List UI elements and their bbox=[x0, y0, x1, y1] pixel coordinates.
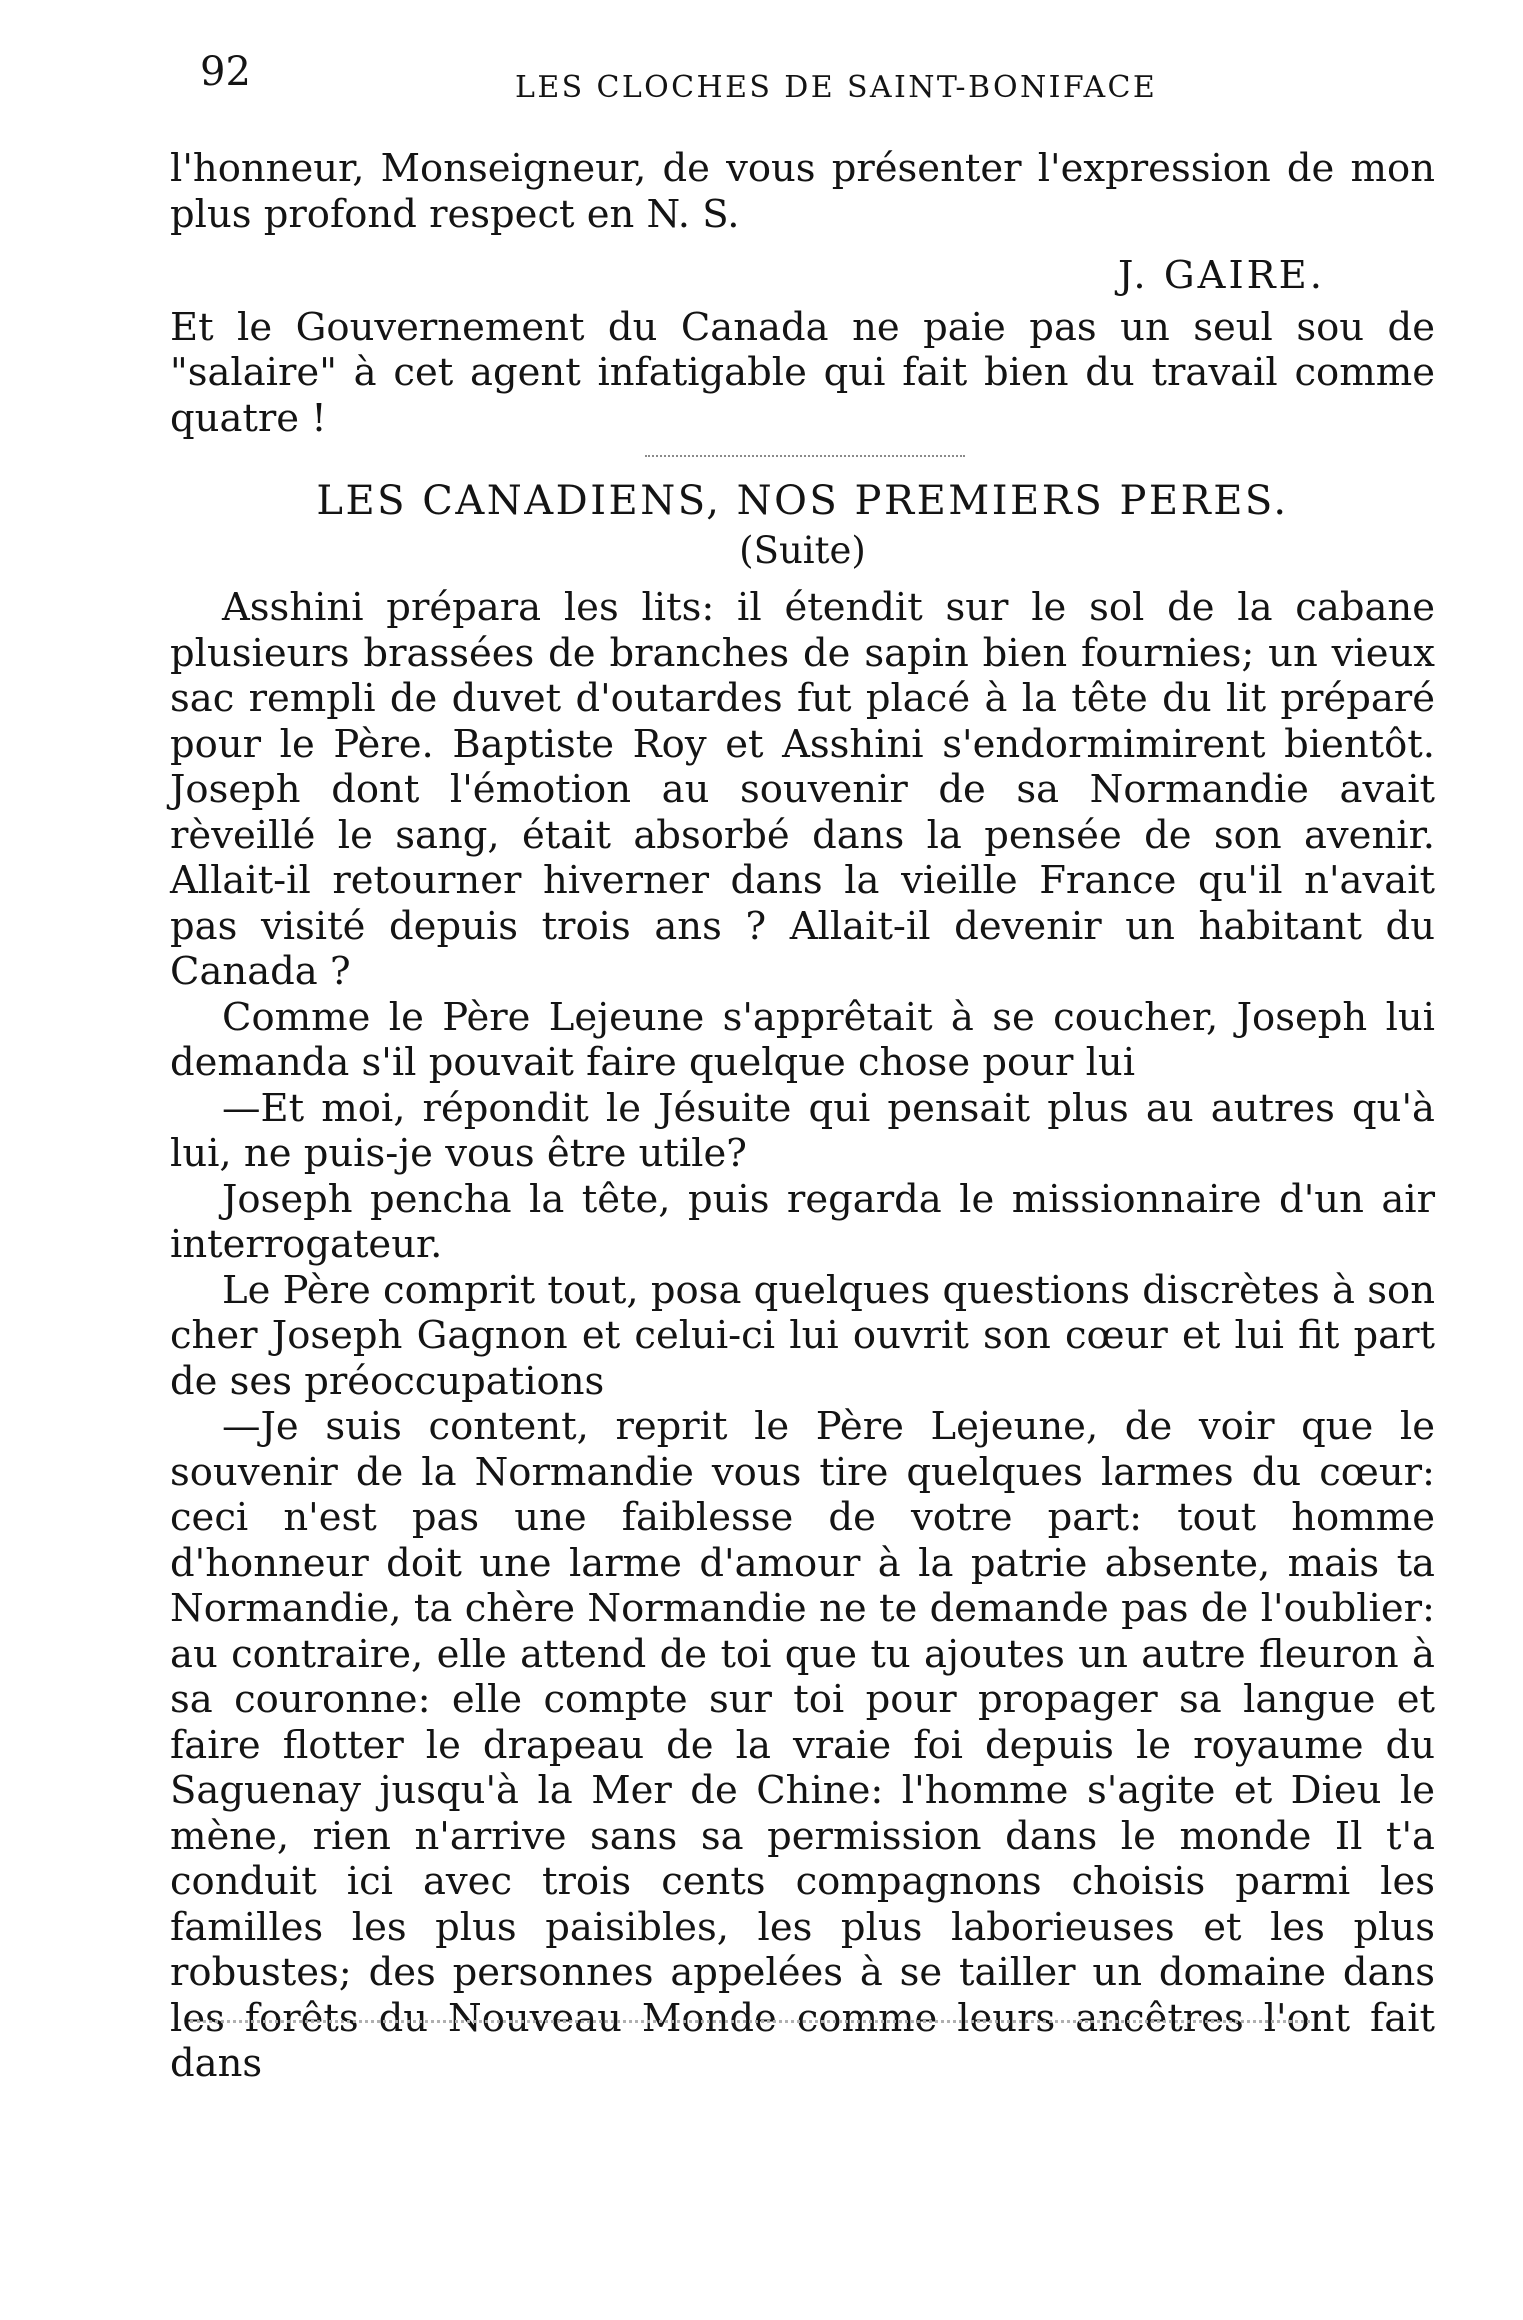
paragraph-2: Comme le Père Lejeune s'apprêtait à se coucher, Joseph lui demanda s'il pouvait faire quelque chose pour lui bbox=[170, 994, 1435, 1085]
section-title: LES CANADIENS, NOS PREMIERS PERES. bbox=[316, 478, 1289, 524]
paragraph-5: Le Père comprit tout, posa quelques questions discrètes à son cher Joseph Gagnon et celui-ci lui ouvrit son cœur et lui fit part de ses préoccupations bbox=[170, 1267, 1435, 1404]
section-subtitle: (Suite) bbox=[739, 529, 866, 572]
paragraph-6: —Je suis content, reprit le Père Lejeune, de voir que le souvenir de la Normandie vous tire quelques larmes du cœur: ceci n'est pas une faiblesse de votre part: tout homme d'honneur doit une larme d'amour à la patrie absente, mais ta Normandie, ta chère Normandie ne te demande pas de l'oublier: au contraire, elle attend de toi que tu ajoutes un autre fleuron à sa couronne: elle compte sur toi pour propager sa langue et faire flotter le drapeau de la vraie foi depuis le royaume du Saguenay jusqu'à la Mer de Chine: l'homme s'agite et Dieu le mène, rien n'arrive sans sa permission dans le monde Il t'a conduit ici avec trois cents compagnons choisis parmi les familles les plus paisibles, les plus laborieuses et les plus robustes; des personnes appelées à se tailler un domaine dans les forêts du Nouveau Monde comme leurs ancêtres l'ont fait dans bbox=[170, 1404, 1435, 2086]
editorial-note: Et le Gouvernement du Canada ne paie pas un seul sou de "salaire" à cet agent infatigable qui fait bien du travail comme quatre ! bbox=[170, 304, 1435, 441]
letter-signature: J. GAIRE. bbox=[1117, 253, 1325, 298]
paragraph-4: Joseph pencha la tête, puis regarda le missionnaire d'un air interrogateur. bbox=[170, 1176, 1435, 1267]
running-title: LES CLOCHES DE SAINT-BONIFACE bbox=[515, 70, 1158, 105]
page-number: 92 bbox=[200, 49, 251, 95]
print-specks bbox=[190, 2020, 1310, 2023]
section-divider bbox=[645, 455, 965, 457]
running-head bbox=[200, 42, 1460, 112]
body-text bbox=[170, 146, 1435, 2087]
paragraph-3: —Et moi, répondit le Jésuite qui pensait plus au autres qu'à lui, ne puis-je vous être utile? bbox=[170, 1085, 1435, 1176]
letter-closing: l'honneur, Monseigneur, de vous présenter l'expression de mon plus profond respect en N. S. bbox=[170, 146, 1435, 237]
paragraph-1: Asshini prépara les lits: il étendit sur le sol de la cabane plusieurs brassées de branches de sapin bien fournies; un vieux sac rempli de duvet d'outardes fut placé à la tête du lit préparé pour le Père. Baptiste Roy et Asshini s'endormimirent bientôt. Joseph dont l'émotion au souvenir de sa Normandie avait rèveillé le sang, était absorbé dans la pensée de son avenir. Allait-il retourner hiverner dans la vieille France qu'il n'avait pas visité depuis trois ans ? Allait-il devenir un habitant du Canada ? bbox=[170, 585, 1435, 994]
